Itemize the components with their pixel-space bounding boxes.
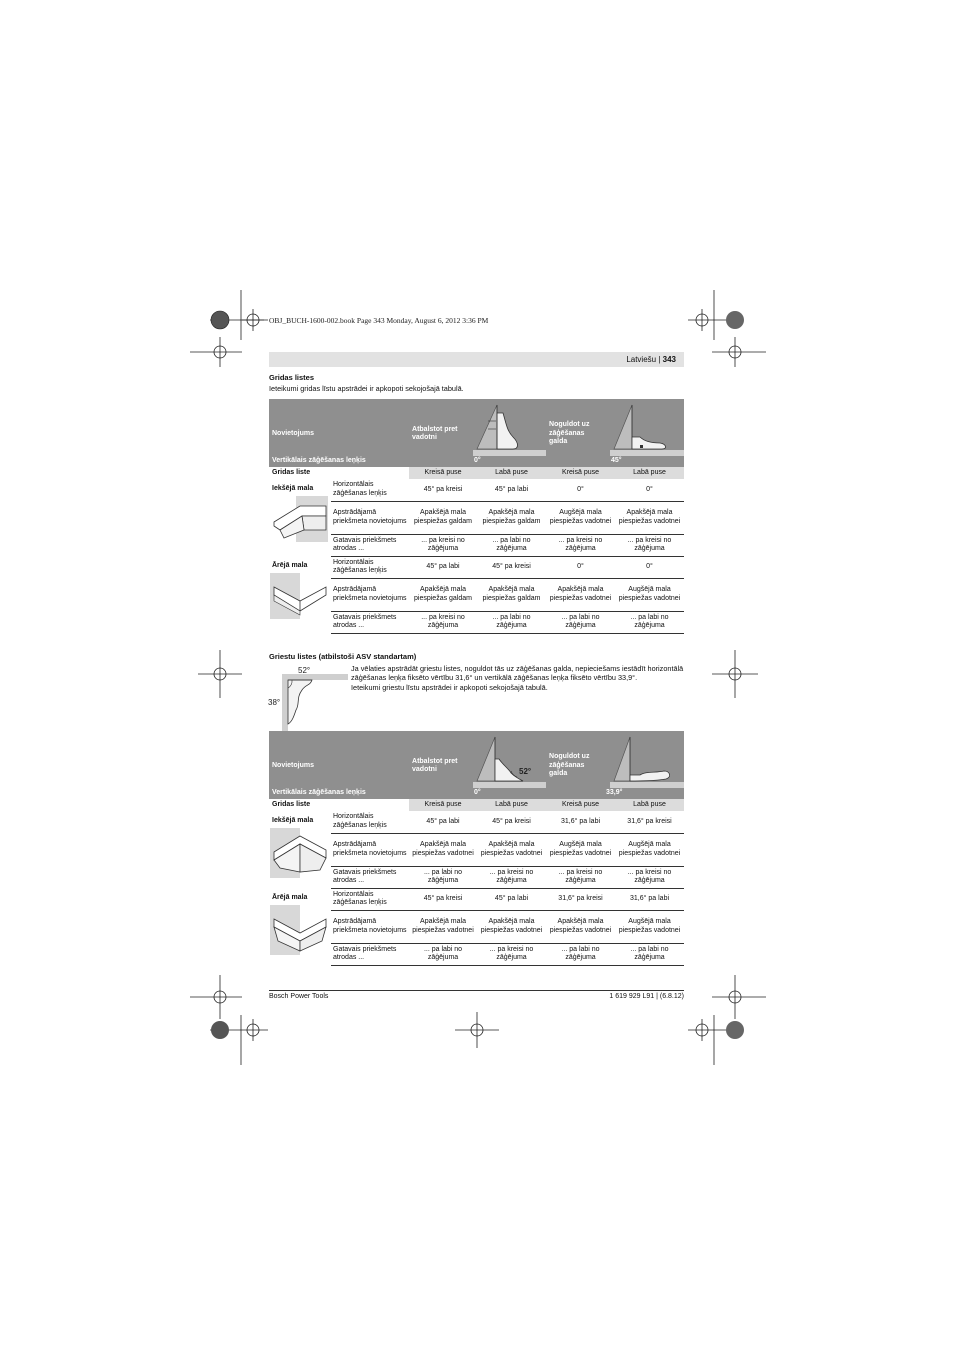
header-vertical-angle: Vertikālais zāģēšanas leņķis <box>272 788 366 796</box>
row-desc: Horizontālais zāģēšanas leņķis <box>333 890 387 906</box>
cell: ... pa labi no zāģējuma <box>615 943 684 965</box>
cell: Apakšējā mala piespiežas vadotnei <box>409 910 477 943</box>
cell: 31,6° pa kreisi <box>627 817 672 825</box>
header-vertical-angle: Vertikālais zāģēšanas leņķis <box>272 456 366 464</box>
cell: ... pa labi no zāģējuma <box>546 943 615 965</box>
cell: Apakšējā mala piespiežas vadotnei <box>615 501 684 534</box>
cell: 45° pa labi <box>494 485 529 493</box>
outer-corner-diagram <box>270 905 328 955</box>
header-on-table: Noguldot uz zāģēšanas galda <box>549 421 590 446</box>
cell: Augšējā mala piespiežas vadotnei <box>615 910 684 943</box>
row-desc: Horizontālais zāģēšanas leņķis <box>333 558 387 574</box>
row-desc: Gatavais priekšmets atrodas ... <box>331 866 409 888</box>
cell: 0° <box>646 485 653 493</box>
fig-label-52: 52° <box>298 666 311 675</box>
crown-molding-diagram <box>266 664 348 734</box>
cell: Apakšējā mala piespiežas galdam <box>409 578 477 611</box>
header-against-fence: Atbalstot pret vadotni <box>412 757 458 773</box>
group-label-inner: Iekšējā mala <box>272 485 314 492</box>
cell: 45° pa labi <box>426 817 460 825</box>
cell: ... pa kreisi no zāģējuma <box>477 943 546 965</box>
cell: Augšējā mala piespiežas vadotnei <box>615 578 684 611</box>
cell: 31,6° pa kreisi <box>558 894 603 902</box>
fence-diagram <box>473 733 547 797</box>
cell: ... pa labi no zāģējuma <box>546 611 615 633</box>
cell: ... pa kreisi no zāģējuma <box>615 534 684 556</box>
section-intro: Ieteikumi gridas līstu apstrādei ir apkopoti sekojošajā tabulā. <box>269 384 464 393</box>
page-header: Latviešu | 343 <box>269 352 684 367</box>
subheader-right: Labā puse <box>477 467 546 479</box>
cell: 0° <box>577 562 584 570</box>
skirting-table <box>269 399 684 634</box>
cell: ... pa kreisi no zāģējuma <box>546 866 615 888</box>
header-on-table: Noguldot uz zāģēšanas galda <box>549 753 590 778</box>
cell: Apakšējā mala piespiežas galdam <box>409 501 477 534</box>
row-desc: Horizontālais zāģēšanas leņķis <box>333 481 387 497</box>
cell: 45° pa labi <box>426 562 460 570</box>
row-desc: Gatavais priekšmets atrodas ... <box>331 611 409 633</box>
cell: Apakšējā mala piespiežas galdam <box>477 501 546 534</box>
angle-0: 0° <box>474 456 481 464</box>
angle-45: 45° <box>611 456 622 464</box>
cell: 0° <box>646 562 653 570</box>
subheader-right: Labā puse <box>615 467 684 479</box>
row-desc: Horizontālais zāģēšanas leņķis <box>333 813 387 829</box>
subheader-right: Labā puse <box>615 799 684 811</box>
group-label-outer: Ārējā mala <box>272 894 308 901</box>
cell: ... pa kreisi no zāģējuma <box>615 866 684 888</box>
row-desc: Apstrādājamā priekšmeta novietojums <box>331 910 409 943</box>
cell: Apakšējā mala piespiežas vadotnei <box>546 578 615 611</box>
cell: Augšējā mala piespiežas vadotnei <box>546 833 615 866</box>
cell: ... pa kreisi no zāģējuma <box>477 866 546 888</box>
section-title: Gridas listes <box>269 373 315 382</box>
table-diagram <box>610 733 684 797</box>
fig-angle-52: 52° <box>519 767 532 776</box>
cell: 45° pa kreisi <box>492 562 531 570</box>
cell: Apakšējā mala piespiežas vadotnei <box>477 910 546 943</box>
subheader-left: Kreisā puse <box>546 467 615 479</box>
subheader-label: Gridas liste <box>269 799 409 811</box>
fence-diagram <box>473 401 547 465</box>
cell: Apakšējā mala piespiežas galdam <box>477 578 546 611</box>
cell: 0° <box>577 485 584 493</box>
table-diagram <box>610 401 684 465</box>
outer-corner-diagram <box>270 573 328 619</box>
cell: ... pa labi no zāģējuma <box>477 611 546 633</box>
section2-para1: Ja vēlaties apstrādāt griestu listes, noguldot tās uz zāģēšanas galda, nepieciešams iestādīt horizontālā zāģēšanas leņķa fiksēto vērtību 31,6° un vertikālā zāģēšanas leņķa fiksēto vērtību 33,9°. <box>351 664 684 682</box>
section-title: Griestu listes (atbilstoši ASV standartam) <box>269 652 417 661</box>
cell: ... pa kreisi no zāģējuma <box>409 611 477 633</box>
print-header: OBJ_BUCH-1600-002.book Page 343 Monday, August 6, 2012 3:36 PM <box>269 316 489 325</box>
footer-left: Bosch Power Tools <box>269 993 329 1000</box>
footer-right: 1 619 929 L91 | (6.8.12) <box>609 993 684 1000</box>
inner-corner-diagram <box>270 496 328 542</box>
crown-table <box>269 731 684 966</box>
fig-label-38: 38° <box>268 698 281 707</box>
subheader-label: Gridas liste <box>269 467 409 479</box>
cell: ... pa kreisi no zāģējuma <box>546 534 615 556</box>
section2-para2: Ieteikumi griestu līstu apstrādei ir apkopoti sekojošajā tabulā. <box>351 683 548 692</box>
cell: ... pa labi no zāģējuma <box>409 866 477 888</box>
cell: ... pa labi no zāģējuma <box>615 611 684 633</box>
cell: 45° pa kreisi <box>492 817 531 825</box>
group-label-inner: Iekšējā mala <box>272 817 314 824</box>
row-desc: Gatavais priekšmets atrodas ... <box>331 943 409 965</box>
cell: 31,6° pa labi <box>630 894 670 902</box>
row-desc: Apstrādājamā priekšmeta novietojums <box>331 833 409 866</box>
page-number: 343 <box>662 355 676 364</box>
subheader-left: Kreisā puse <box>546 799 615 811</box>
header-language: Latviešu <box>626 355 657 364</box>
angle-33-9: 33,9° <box>606 788 623 796</box>
cell: 45° pa kreisi <box>423 894 463 902</box>
cell: Apakšējā mala piespiežas vadotnei <box>546 910 615 943</box>
inner-corner-diagram <box>270 828 328 878</box>
header-position: Novietojums <box>272 761 315 769</box>
angle-0: 0° <box>474 788 481 796</box>
header-position: Novietojums <box>272 429 315 437</box>
cell: Apakšējā mala piespiežas vadotnei <box>409 833 477 866</box>
cell: 45° pa kreisi <box>423 485 463 493</box>
cell: Augšējā mala piespiežas vadotnei <box>546 501 615 534</box>
row-desc: Gatavais priekšmets atrodas ... <box>331 534 409 556</box>
header-against-fence: Atbalstot pret vadotni <box>412 425 458 441</box>
cell: 31,6° pa labi <box>561 817 601 825</box>
subheader-left: Kreisā puse <box>409 799 477 811</box>
cell: Apakšējā mala piespiežas vadotnei <box>477 833 546 866</box>
cell: ... pa kreisi no zāģējuma <box>409 534 477 556</box>
subheader-right: Labā puse <box>477 799 546 811</box>
footer-rule <box>269 990 684 991</box>
cell: Augšējā mala piespiežas vadotnei <box>615 833 684 866</box>
cell: ... pa labi no zāģējuma <box>477 534 546 556</box>
cell: 45° pa labi <box>494 894 529 902</box>
subheader-left: Kreisā puse <box>409 467 477 479</box>
row-desc: Apstrādājamā priekšmeta novietojums <box>331 578 409 611</box>
cell: ... pa labi no zāģējuma <box>409 943 477 965</box>
group-label-outer: Ārējā mala <box>272 562 308 569</box>
row-desc: Apstrādājamā priekšmeta novietojums <box>331 501 409 534</box>
